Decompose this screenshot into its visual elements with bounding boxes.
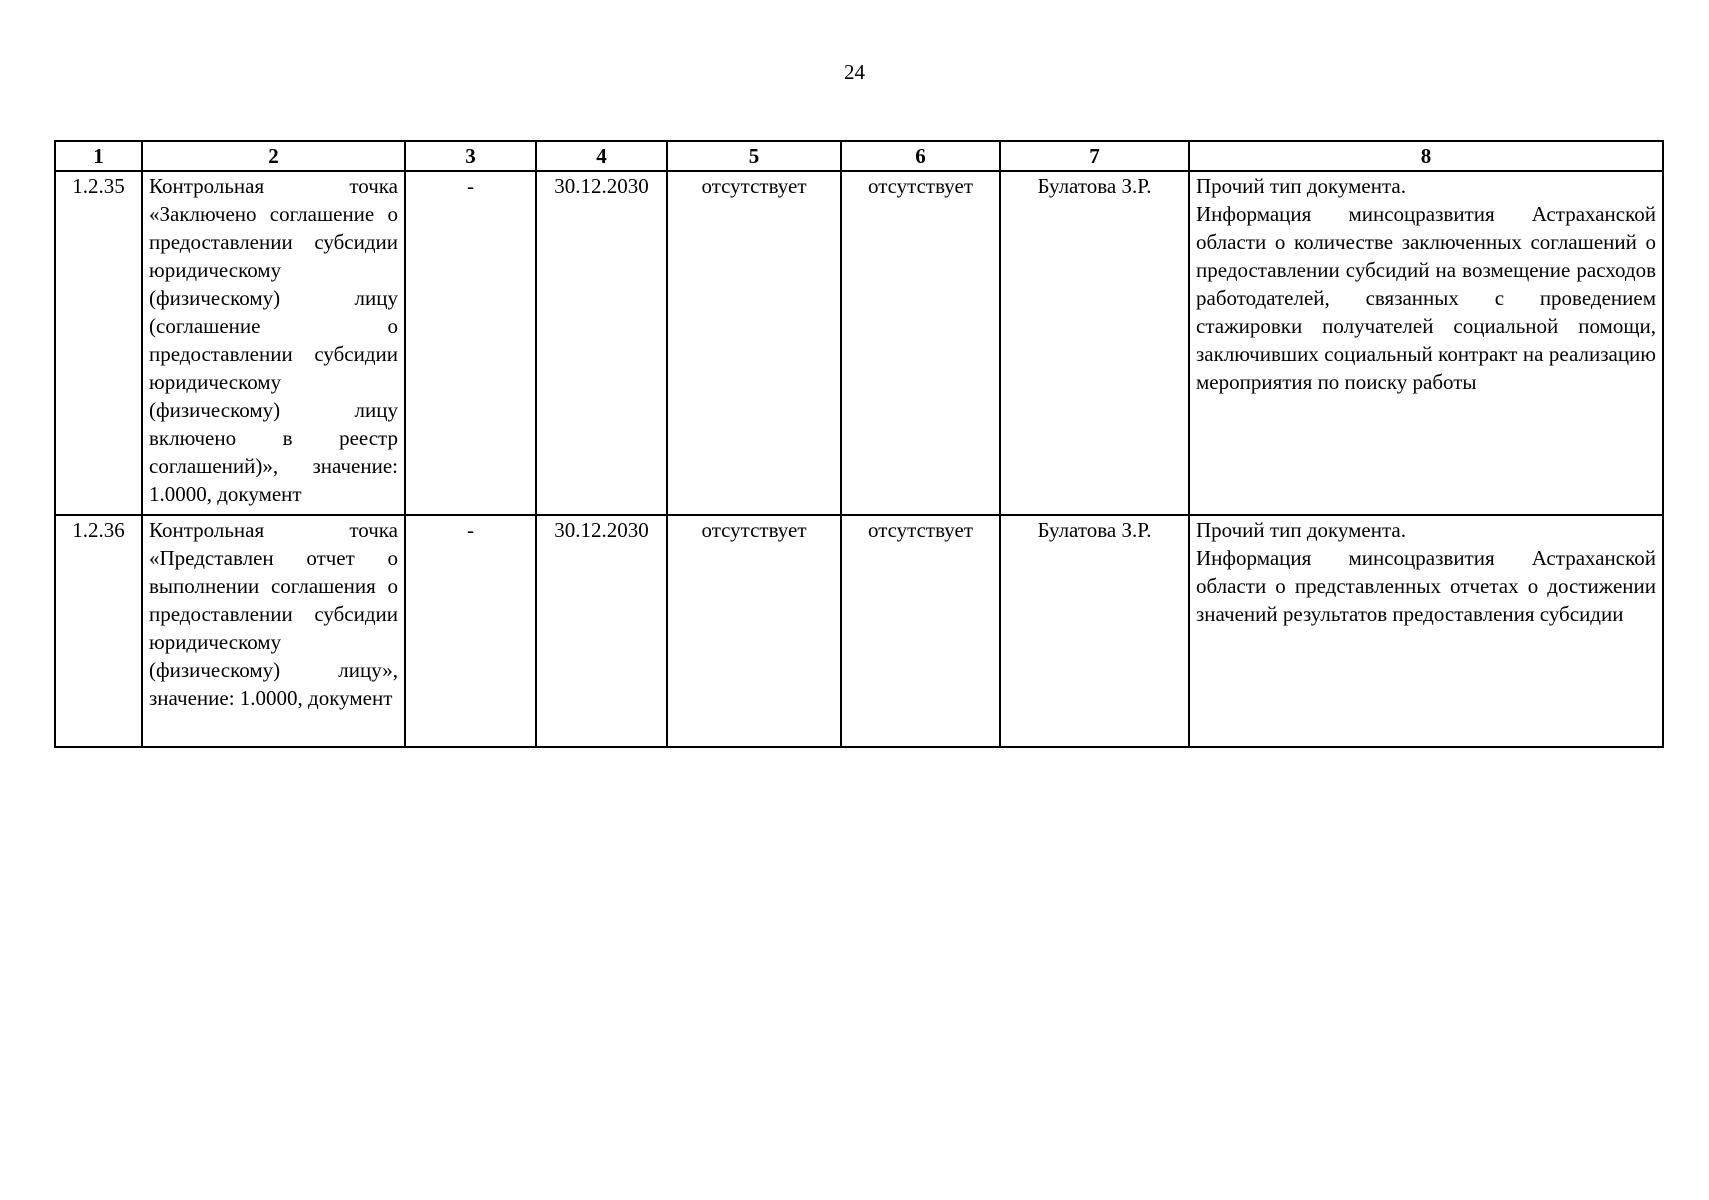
document-description [1189, 515, 1663, 747]
document-description [1189, 171, 1663, 515]
document-info: Информация минсоцразвития Астраханской области о количестве заключенных соглашений о предоставлении субсидий на возмещение расходов работодателей, связанных с проведением стажировки получателей социальной помощи, заключивших социальный контракт на реализацию мероприятия по поиску работы [1196, 202, 1656, 394]
deadline-date: 30.12.2030 [536, 515, 667, 747]
row-number: 1.2.35 [55, 171, 142, 515]
document-type: Прочий тип документа. [1196, 174, 1406, 198]
column-3-value: - [405, 515, 536, 747]
header-row [55, 141, 1663, 171]
row-number: 1.2.36 [55, 515, 142, 747]
deadline-date: 30.12.2030 [536, 171, 667, 515]
header-cell-4: 4 [536, 141, 667, 171]
page-number: 24 [844, 60, 865, 84]
header-cell-1: 1 [55, 141, 142, 171]
table-row [55, 515, 1663, 747]
header-cell-8: 8 [1189, 141, 1663, 171]
column-6-value: отсутствует [841, 171, 1000, 515]
responsible-person: Булатова З.Р. [1000, 171, 1189, 515]
column-5-value: отсутствует [667, 171, 841, 515]
control-point-name: Контрольная точка «Заключено соглашение о предоставлении субсидии юридическому (физическому) лицу (соглашение о предоставлении субсидии юридическому (физическому) лицу включено в реестр соглашений)», значение: 1.0000, документ [142, 171, 405, 515]
table-row [55, 171, 1663, 515]
header-cell-2: 2 [142, 141, 405, 171]
column-6-value: отсутствует [841, 515, 1000, 747]
control-points-table [54, 140, 1664, 748]
header-cell-7: 7 [1000, 141, 1189, 171]
header-cell-5: 5 [667, 141, 841, 171]
column-3-value: - [405, 171, 536, 515]
header-cell-3: 3 [405, 141, 536, 171]
column-5-value: отсутствует [667, 515, 841, 747]
header-cell-6: 6 [841, 141, 1000, 171]
control-point-name: Контрольная точка «Представлен отчет о выполнении соглашения о предоставлении субсидии юридическому (физическому) лицу», значение: 1.0000, документ [142, 515, 405, 747]
responsible-person: Булатова З.Р. [1000, 515, 1189, 747]
document-type: Прочий тип документа. [1196, 518, 1406, 542]
document-info: Информация минсоцразвития Астраханской области о представленных отчетах о достижении значений результатов предоставления субсидии [1196, 546, 1656, 626]
